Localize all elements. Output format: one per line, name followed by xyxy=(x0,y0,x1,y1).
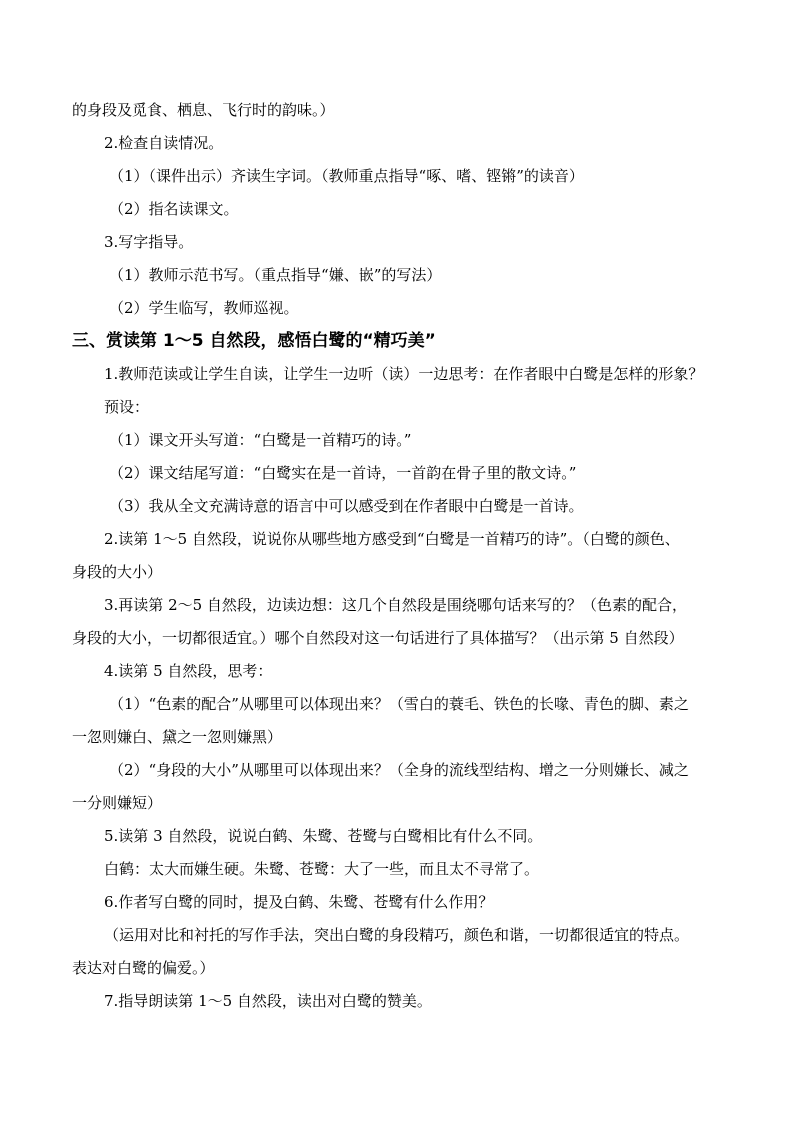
paragraph-line: 2.读第 1～5 自然段，说说你从哪些地方感受到“白鹭是一首精巧的诗”。（白鹭的颜色、 xyxy=(104,530,680,548)
paragraph-line: （1）课文开头写道：“白鹭是一首精巧的诗。” xyxy=(109,431,412,449)
paragraph-line: （1）教师示范书写。（重点指导“嫌、嵌”的写法） xyxy=(109,266,442,284)
paragraph-line: （1）“色素的配合”从哪里可以体现出来？（雪白的蓑毛、铁色的长喙、青色的脚、素之 xyxy=(109,695,689,713)
section-heading: 三、赏读第 1～5 自然段，感悟白鹭的“精巧美” xyxy=(72,331,436,351)
paragraph-line: 4.读第 5 自然段，思考： xyxy=(104,662,273,680)
paragraph-line: 身段的大小） xyxy=(72,563,163,581)
paragraph-line: 白鹤：太大而嫌生硬。朱鹭、苍鹭：大了一些，而且太不寻常了。 xyxy=(104,860,540,878)
paragraph-line: 的身段及觅食、栖息、飞行时的韵味。） xyxy=(72,101,335,119)
paragraph-line: （2）“身段的大小”从哪里可以体现出来？（全身的流线型结构、增之一分则嫌长、减之 xyxy=(109,761,689,779)
paragraph-line: （3）我从全文充满诗意的语言中可以感受到在作者眼中白鹭是一首诗。 xyxy=(109,497,584,515)
paragraph-line: （2）指名读课文。 xyxy=(109,200,239,218)
paragraph-line: （运用对比和衬托的写作手法，突出白鹭的身段精巧，颜色和谐，一切都很适宜的特点。 xyxy=(104,926,690,944)
paragraph-line: 一分则嫌短） xyxy=(72,794,163,812)
paragraph-line: （1）（课件出示）齐读生字词。（教师重点指导“啄、嗜、铿锵”的读音） xyxy=(109,167,584,185)
paragraph-line: 表达对白鹭的偏爱。） xyxy=(72,959,215,977)
paragraph-line: （2）学生临写，教师巡视。 xyxy=(109,299,299,317)
paragraph-line: 身段的大小，一切都很适宜。）哪个自然段对这一句话进行了具体描写？（出示第 5 自然段） xyxy=(72,629,684,647)
paragraph-line: 5.读第 3 自然段，说说白鹤、朱鹭、苍鹭与白鹭相比有什么不同。 xyxy=(104,827,543,845)
paragraph-line: （2）课文结尾写道：“白鹭实在是一首诗，一首韵在骨子里的散文诗。” xyxy=(109,464,577,482)
paragraph-line: 3.再读第 2～5 自然段，边读边想：这几个自然段是围绕哪句话来写的？（色素的配合， xyxy=(104,596,687,614)
paragraph-line: 7.指导朗读第 1～5 自然段，读出对白鹭的赞美。 xyxy=(104,992,432,1010)
paragraph-line: 预设： xyxy=(104,398,150,416)
paragraph-line: 2.检查自读情况。 xyxy=(104,134,224,152)
paragraph-line: 1.教师范读或让学生自读，让学生一边听（读）一边思考：在作者眼中白鹭是怎样的形象？ xyxy=(104,365,704,383)
paragraph-line: 一忽则嫌白、黛之一忽则嫌黑） xyxy=(72,728,283,746)
paragraph-line: 6.作者写白鹭的同时，提及白鹤、朱鹭、苍鹭有什么作用？ xyxy=(104,893,494,911)
paragraph-line: 3.写字指导。 xyxy=(104,233,194,251)
